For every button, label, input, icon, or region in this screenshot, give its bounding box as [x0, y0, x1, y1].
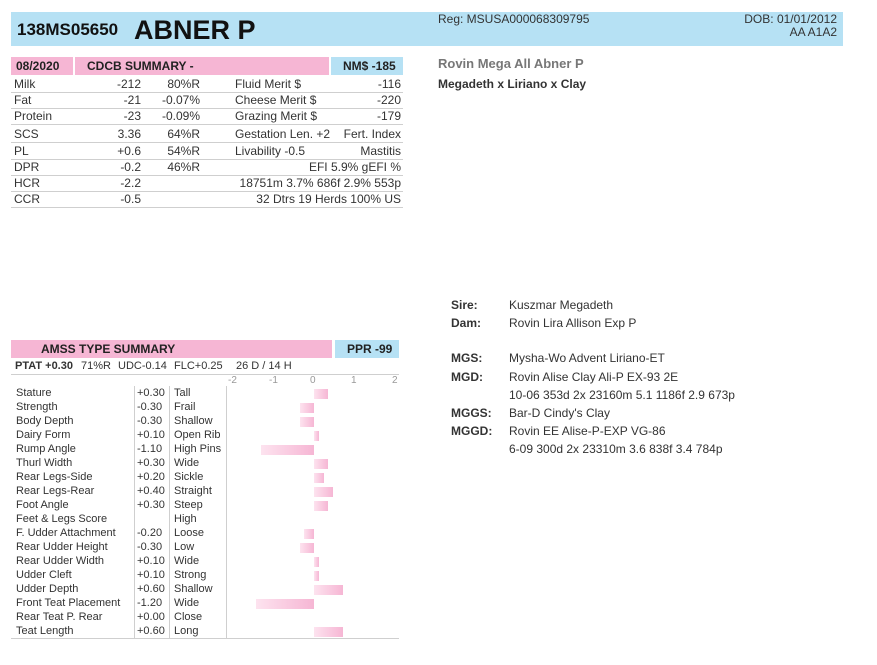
- cdcb-row: [11, 126, 403, 143]
- trait-value: +0.60: [137, 625, 165, 637]
- trait-value: -1.20: [137, 597, 163, 609]
- trait-description: Wide: [174, 597, 200, 609]
- cdcb-row: [11, 108, 403, 125]
- registration-number: Reg: MSUSA000068309795: [438, 12, 590, 26]
- type-trait-row: [11, 541, 399, 555]
- trait-bar: [261, 445, 314, 455]
- trait-value: -1.10: [137, 443, 163, 455]
- cdcb-value: -21: [123, 93, 141, 107]
- trait-description: Straight: [174, 485, 212, 497]
- type-trait-row: [11, 443, 399, 457]
- type-trait-row: [11, 499, 399, 513]
- cdcb-value: -0.5: [120, 192, 141, 206]
- cdcb-index-label: Gestation Len. +2: [235, 127, 331, 141]
- type-trait-row: [11, 583, 399, 597]
- trait-name: Rump Angle: [16, 443, 76, 455]
- type-trait-row: [11, 415, 399, 429]
- trait-name: Strength: [16, 401, 58, 413]
- trait-bar: [314, 487, 333, 497]
- date-of-birth: DOB: 01/01/2012: [744, 12, 837, 26]
- registration-id: 138MS05650: [17, 20, 119, 39]
- type-trait-row: [11, 471, 399, 485]
- trait-bar: [314, 473, 324, 483]
- trait-description: Shallow: [174, 415, 213, 427]
- type-trait-row: [11, 513, 399, 527]
- cdcb-index-label: EFI 5.9% gEFI %: [308, 160, 401, 174]
- cdcb-index-label: Livability -0.5: [235, 144, 306, 158]
- type-trait-row: [11, 625, 399, 639]
- trait-description: Shallow: [174, 583, 213, 595]
- trait-description: Frail: [174, 401, 196, 413]
- cdcb-title: CDCB SUMMARY -: [87, 59, 194, 73]
- pedigree-value: Mysha-Wo Advent Liriano-ET: [509, 351, 665, 365]
- trait-name: Udder Depth: [16, 583, 79, 595]
- daughters-herds: 26 D / 14 H: [236, 360, 292, 372]
- pedigree-value: Kuszmar Megadeth: [509, 298, 614, 312]
- cdcb-row: [11, 191, 403, 208]
- cdcb-trait: Milk: [14, 77, 36, 91]
- trait-value: +0.00: [137, 611, 165, 623]
- cdcb-index-label: 18751m 3.7% 686f 2.9% 553p: [239, 176, 401, 190]
- cdcb-value: -23: [123, 109, 141, 123]
- trait-bar: [314, 627, 343, 637]
- trait-description: Open Rib: [174, 429, 221, 441]
- cdcb-date: 08/2020: [16, 59, 60, 73]
- scale-tick: -2: [228, 375, 237, 386]
- trait-description: Tall: [174, 387, 191, 399]
- trait-bar: [314, 501, 328, 511]
- pedigree-label: MGGS:: [451, 406, 492, 420]
- pedigree-value: Rovin Lira Allison Exp P: [509, 316, 637, 330]
- aa-code: AA A1A2: [789, 25, 837, 39]
- pedigree-value: 6-09 300d 2x 23310m 3.6 838f 3.4 784p: [509, 442, 723, 456]
- trait-description: Steep: [174, 499, 203, 511]
- cdcb-reliability: 80%R: [167, 77, 200, 91]
- trait-name: Feet & Legs Score: [16, 513, 108, 525]
- cdcb-index-value: -179: [376, 109, 401, 123]
- trait-value: +0.20: [137, 471, 165, 483]
- cdcb-value: -2.2: [120, 176, 141, 190]
- udc-value: UDC-0.14: [118, 360, 167, 372]
- trait-description: High Pins: [174, 443, 222, 455]
- cdcb-value: 3.36: [117, 127, 141, 141]
- trait-bar: [314, 585, 343, 595]
- cdcb-index-value: -116: [377, 77, 401, 91]
- cdcb-index-value: Fert. Index: [343, 127, 401, 141]
- trait-name: Udder Cleft: [16, 569, 72, 581]
- full-name: Rovin Mega All Abner P: [438, 56, 584, 71]
- trait-description: Loose: [174, 527, 204, 539]
- cdcb-value: +0.6: [117, 144, 141, 158]
- pedigree-label: MGS:: [451, 351, 483, 365]
- trait-bar: [314, 571, 319, 581]
- trait-value: +0.30: [137, 387, 165, 399]
- pedigree-value: Rovin Alise Clay Ali-P EX-93 2E: [509, 370, 679, 384]
- trait-value: -0.30: [137, 541, 163, 553]
- trait-bar: [304, 529, 314, 539]
- pedigree-label: Sire:: [451, 298, 478, 312]
- trait-name: Stature: [16, 387, 52, 399]
- cdcb-index-value: Mastitis: [360, 144, 401, 158]
- trait-description: Wide: [174, 555, 200, 567]
- trait-bar: [300, 403, 314, 413]
- trait-description: Close: [174, 611, 203, 623]
- cdcb-trait: CCR: [14, 192, 40, 206]
- cdcb-index-label: 32 Dtrs 19 Herds 100% US: [256, 192, 401, 206]
- scale-tick: 1: [351, 375, 357, 386]
- pedigree-label: Dam:: [451, 316, 482, 330]
- cdcb-row: [11, 159, 403, 176]
- pedigree-value: 10-06 353d 2x 23160m 5.1 1186f 2.9 673p: [509, 388, 735, 402]
- scale-tick: -1: [269, 375, 278, 386]
- cdcb-reliability: 46%R: [167, 160, 200, 174]
- trait-name: Rear Legs-Rear: [16, 485, 95, 497]
- trait-name: Rear Legs-Side: [16, 471, 93, 483]
- type-trait-row: [11, 597, 399, 611]
- cdcb-date-cell: [11, 57, 73, 75]
- trait-name: Front Teat Placement: [16, 597, 121, 609]
- trait-name: Foot Angle: [16, 499, 69, 511]
- type-trait-row: [11, 569, 399, 583]
- cdcb-row: [11, 143, 403, 160]
- type-trait-row: [11, 527, 399, 541]
- trait-name: F. Udder Attachment: [16, 527, 116, 539]
- pedigree-label: MGGD:: [451, 424, 493, 438]
- pedigree-value: Rovin EE Alise-P-EXP VG-86: [509, 424, 666, 438]
- type-trait-row: [11, 555, 399, 569]
- trait-name: Rear Teat P. Rear: [16, 611, 103, 623]
- cdcb-row: [11, 175, 403, 192]
- scale-tick: 0: [310, 375, 316, 386]
- trait-value: +0.30: [137, 499, 165, 511]
- trait-description: Long: [174, 625, 199, 637]
- pedigree-value: Bar-D Cindy's Clay: [509, 406, 610, 420]
- trait-name: Body Depth: [16, 415, 74, 427]
- cdcb-index-label: Grazing Merit $: [235, 109, 318, 123]
- cdcb-trait: Fat: [14, 93, 32, 107]
- trait-bar: [300, 417, 314, 427]
- type-trait-row: [11, 457, 399, 471]
- cdcb-index-label: Fluid Merit $: [235, 77, 302, 91]
- trait-value: +0.60: [137, 583, 165, 595]
- cdcb-value: -0.2: [120, 160, 141, 174]
- ppr-cell: [335, 340, 399, 358]
- trait-description: Low: [174, 541, 195, 553]
- scale-tick: 2: [392, 375, 398, 386]
- header-band: [11, 12, 843, 46]
- trait-value: -0.20: [137, 527, 163, 539]
- animal-name: ABNER P: [134, 15, 256, 45]
- type-trait-row: [11, 485, 399, 499]
- type-trait-row: [11, 429, 399, 443]
- ppr-value: PPR -99: [347, 342, 393, 356]
- cdcb-trait: DPR: [14, 160, 40, 174]
- type-trait-row: [11, 401, 399, 415]
- pedigree-label: MGD:: [451, 370, 483, 384]
- cdcb-trait: HCR: [14, 176, 40, 190]
- type-trait-row: [11, 611, 399, 625]
- trait-name: Teat Length: [16, 625, 74, 637]
- trait-value: +0.10: [137, 429, 165, 441]
- type-table-top-rule: [11, 374, 399, 375]
- flc-value: FLC+0.25: [174, 360, 223, 372]
- trait-description: Strong: [174, 569, 207, 581]
- trait-bar: [314, 557, 319, 567]
- trait-description: High: [174, 513, 197, 525]
- trait-value: +0.10: [137, 555, 165, 567]
- trait-value: +0.10: [137, 569, 165, 581]
- cdcb-reliability: -0.09%: [161, 109, 200, 123]
- cdcb-value: -212: [116, 77, 141, 91]
- ptat-reliability: 71%R: [81, 360, 111, 372]
- trait-bar: [314, 431, 319, 441]
- trait-value: +0.30: [137, 457, 165, 469]
- cdcb-index-value: -220: [376, 93, 401, 107]
- cdcb-row: [11, 92, 403, 109]
- trait-value: -0.30: [137, 415, 163, 427]
- trait-description: Wide: [174, 457, 200, 469]
- lineage: Megadeth x Liriano x Clay: [438, 77, 587, 91]
- amss-title: AMSS TYPE SUMMARY: [41, 342, 176, 356]
- trait-bar: [314, 389, 328, 399]
- trait-value: +0.40: [137, 485, 165, 497]
- cdcb-trait: PL: [14, 144, 29, 158]
- cdcb-row: [11, 76, 403, 93]
- trait-value: -0.30: [137, 401, 163, 413]
- trait-name: Thurl Width: [16, 457, 73, 469]
- cdcb-title-cell: [75, 57, 329, 75]
- trait-name: Rear Udder Height: [16, 541, 108, 553]
- trait-bar: [314, 459, 328, 469]
- cdcb-reliability: -0.07%: [161, 93, 200, 107]
- trait-bar: [300, 543, 314, 553]
- trait-name: Rear Udder Width: [16, 555, 105, 567]
- cdcb-reliability: 64%R: [167, 127, 200, 141]
- amss-title-cell: [11, 340, 332, 358]
- cdcb-trait: Protein: [14, 109, 53, 123]
- cdcb-reliability: 54%R: [167, 144, 200, 158]
- ptat-value: PTAT +0.30: [15, 360, 73, 372]
- trait-bar: [256, 599, 314, 609]
- nm-dollar-cell: [331, 57, 403, 75]
- cdcb-index-label: Cheese Merit $: [235, 93, 317, 107]
- trait-name: Dairy Form: [16, 429, 71, 441]
- type-trait-row: [11, 387, 399, 401]
- nm-dollar: NM$ -185: [343, 59, 396, 73]
- cdcb-trait: SCS: [14, 127, 39, 141]
- trait-description: Sickle: [174, 471, 204, 483]
